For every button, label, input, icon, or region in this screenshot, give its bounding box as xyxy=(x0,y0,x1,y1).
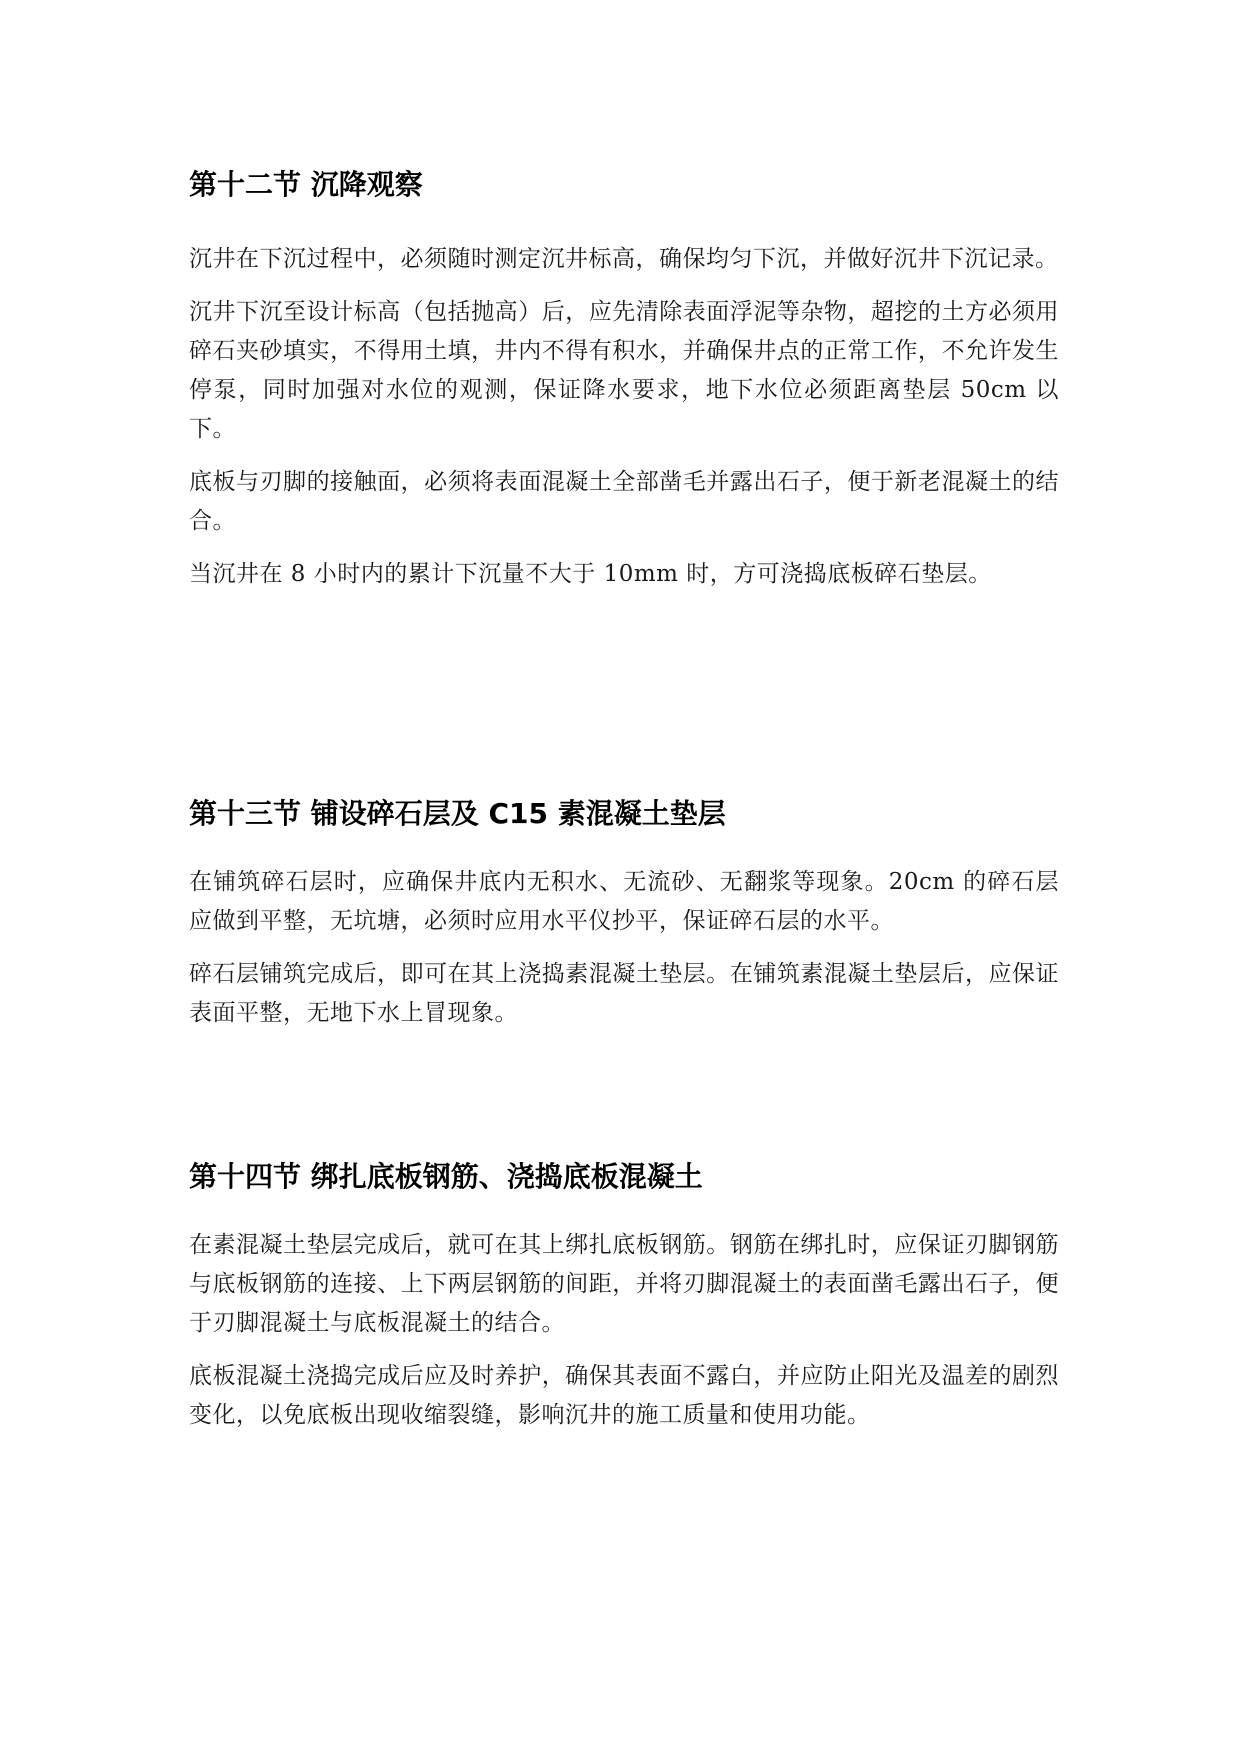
section-heading: 第十三节 铺设碎石层及 C15 素混凝土垫层 xyxy=(189,797,726,830)
paragraph: 沉井下沉至设计标高（包括抛高）后，应先清除表面浮泥等杂物，超挖的土方必须用碎石夹砂填实，不得用土填，井内不得有积水，并确保井点的正常工作，不允许发生停泵，同时加强对水位的观测，保证降水要求，地下水位必须距离垫层 50cm 以下。 xyxy=(189,299,1059,442)
section-heading: 第十二节 沉降观察 xyxy=(189,168,423,201)
section-12 xyxy=(189,166,1059,594)
paragraph: 在铺筑碎石层时，应确保井底内无积水、无流砂、无翻浆等现象。20cm 的碎石层应做到平整，无坑塘，必须时应用水平仪抄平，保证碎石层的水平。 xyxy=(189,869,1059,934)
section-heading: 第十四节 绑扎底板钢筋、浇捣底板混凝土 xyxy=(189,1160,703,1193)
paragraph: 在素混凝土垫层完成后，就可在其上绑扎底板钢筋。钢筋在绑扎时，应保证刃脚钢筋与底板钢筋的连接、上下两层钢筋的间距，并将刃脚混凝土的表面凿毛露出石子，便于刃脚混凝土与底板混凝土的结合。 xyxy=(189,1232,1059,1336)
paragraph: 底板混凝土浇捣完成后应及时养护，确保其表面不露白，并应防止阳光及温差的剧烈变化，以免底板出现收缩裂缝，影响沉井的施工质量和使用功能。 xyxy=(189,1363,1059,1428)
paragraph: 沉井在下沉过程中，必须随时测定沉井标高，确保均匀下沉，并做好沉井下沉记录。 xyxy=(189,246,1059,272)
section-13 xyxy=(189,795,1059,1033)
paragraph: 底板与刃脚的接触面，必须将表面混凝土全部凿毛并露出石子，便于新老混凝土的结合。 xyxy=(189,469,1059,534)
section-14 xyxy=(189,1158,1059,1435)
paragraph: 碎石层铺筑完成后，即可在其上浇捣素混凝土垫层。在铺筑素混凝土垫层后，应保证表面平整，无地下水上冒现象。 xyxy=(189,961,1059,1026)
paragraph: 当沉井在 8 小时内的累计下沉量不大于 10mm 时，方可浇捣底板碎石垫层。 xyxy=(189,561,992,587)
